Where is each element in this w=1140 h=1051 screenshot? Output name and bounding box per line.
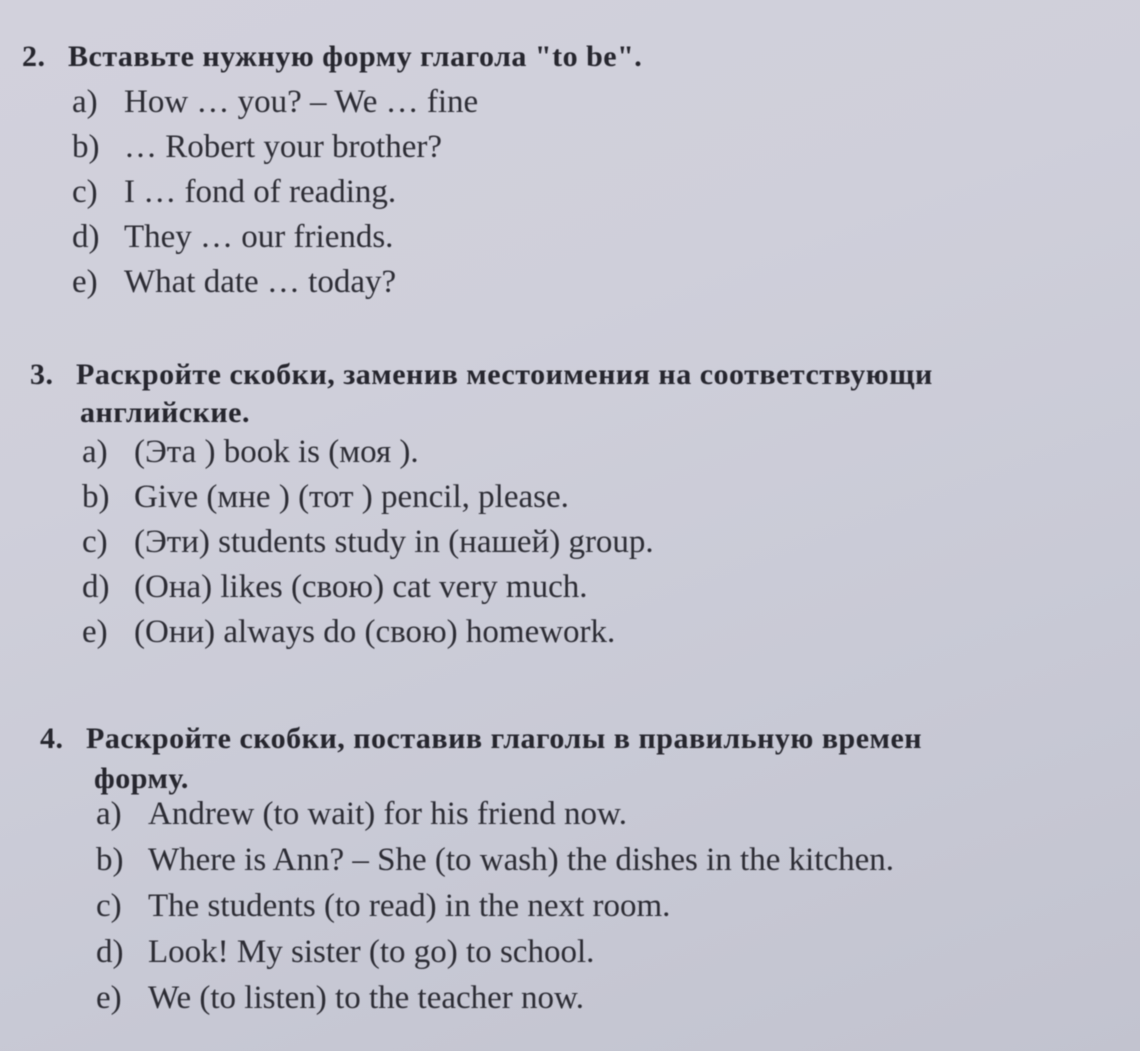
item-letter: e): [96, 980, 122, 1016]
exercise-item: [82, 569, 933, 614]
item-text: Andrew (to wait) for his friend now.: [148, 796, 627, 832]
item-text: (Эти) students study in (нашей) group.: [134, 524, 654, 560]
item-text: What date … today?: [124, 264, 397, 300]
task-2: [22, 40, 642, 309]
task-number: 3.: [30, 358, 54, 391]
task-instruction: Раскройте скобки, заменив местоимения на соответствующи: [76, 358, 933, 391]
item-letter: a): [82, 434, 108, 470]
item-text: The students (to read) in the next room.: [148, 888, 671, 924]
item-letter: e): [82, 614, 108, 650]
exercise-item: [82, 524, 933, 569]
item-letter: c): [72, 174, 98, 210]
task-number: 2.: [22, 40, 46, 73]
item-text: I … fond of reading.: [124, 174, 397, 210]
exercise-item: [96, 888, 922, 934]
exercise-item: [96, 980, 922, 1026]
item-text: (Они) always do (свою) homework.: [134, 614, 616, 650]
item-text: Look! My sister (to go) to school.: [148, 934, 595, 970]
item-letter: b): [96, 842, 124, 878]
exercise-list: [82, 434, 933, 659]
exercise-item: [96, 796, 922, 842]
item-text: Where is Ann? – She (to wash) the dishes in the kitchen.: [148, 842, 894, 878]
exercise-item: [96, 934, 922, 980]
exercise-item: [72, 174, 642, 219]
item-text: (Эта ) book is (моя ).: [134, 434, 419, 470]
item-letter: e): [72, 264, 98, 300]
item-text: Give (мне ) (тот ) pencil, please.: [134, 479, 569, 515]
item-text: How … you? – We … fine: [124, 84, 479, 120]
item-text: … Robert your brother?: [124, 129, 442, 165]
task-number: 4.: [40, 722, 64, 755]
exercise-item: [96, 842, 922, 888]
item-letter: b): [72, 129, 100, 165]
task-4: [40, 722, 922, 1026]
exercise-item: [82, 434, 933, 479]
exercise-item: [82, 479, 933, 524]
task-heading: [22, 40, 642, 74]
item-text: We (to listen) to the teacher now.: [148, 980, 584, 1016]
exercise-list: [72, 84, 642, 309]
exercise-item: [72, 129, 642, 174]
exercise-item: [72, 219, 642, 264]
task-instruction-continued: английские.: [80, 396, 250, 429]
exercise-list: [96, 796, 922, 1026]
task-heading: [40, 722, 922, 756]
exercise-item: [72, 264, 642, 309]
task-instruction-continued: форму.: [94, 762, 189, 795]
item-letter: d): [72, 219, 100, 255]
task-instruction: Вставьте нужную форму глагола "to be".: [68, 40, 643, 73]
item-letter: a): [96, 796, 122, 832]
item-letter: d): [96, 934, 124, 970]
item-letter: d): [82, 569, 110, 605]
task-3: [30, 358, 933, 659]
exercise-item: [82, 614, 933, 659]
item-letter: c): [96, 888, 122, 924]
exercise-item: [72, 84, 642, 129]
task-heading: [30, 358, 933, 392]
item-letter: c): [82, 524, 108, 560]
item-text: (Она) likes (свою) cat very much.: [134, 569, 588, 605]
task-instruction: Раскройте скобки, поставив глаголы в правильную времен: [86, 722, 923, 755]
item-letter: a): [72, 84, 98, 120]
item-text: They … our friends.: [124, 219, 394, 255]
item-letter: b): [82, 479, 110, 515]
